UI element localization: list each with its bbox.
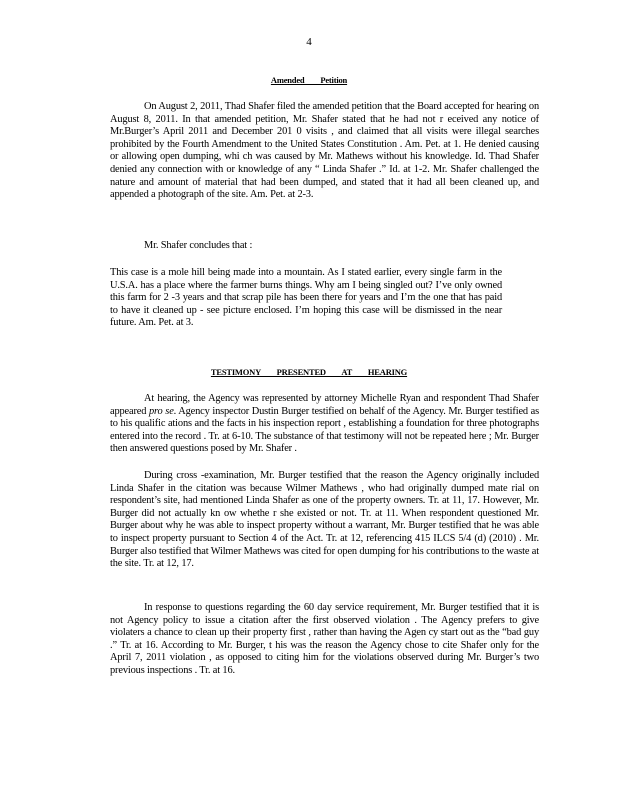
paragraph-service-requirement: In response to questions regarding the 60 day service requirement, Mr. Burger testified that it is not Agency policy to issue a citation after the first observed violation . The Agency prefers to give violaters a chance to clean up their property first , rather than having the Agen cy start out as the “bad guy .” Tr. at 16. According to Mr. Burger, t his was the reason the Agency chose to cite Shafer only for the April 7, 2011 violation , as opposed to citing him for the violations observed during Mr. Burger’s two previous inspections . Tr. at 16. xyxy=(110,602,539,676)
paragraph-hearing-part-b: . Agency inspector Dustin Burger testified on behalf of the Agency. Mr. Burger testified as to his qualific ations and the facts in his inspection report , establishing a foundation for three photographs entered into the record . Tr. at 6-10. The substance of that testimony will not be repeated here ; Mr. Burger then answered questions posed by Mr. Shafer . xyxy=(110,405,539,455)
page-number: 4 xyxy=(306,36,312,48)
paragraph-amended-petition: On August 2, 2011, Thad Shafer filed the amended petition that the Board accepted for hearing on August 8, 2011. In that amended petition, Mr. Shafer stated that he had not r eceived any notice of Mr.Burger’s April 2011 and December 201 0 visits , and claimed that all visits were illegal searches prohibited by the Fourth Amendment to the United States Constitution . Am. Pet. at 1. He denied causing or allowing open dumping, whi ch was caused by Mr. Mathews without his knowledge. Id. Thad Shafer denied any connection with or knowledge of any “ Linda Shafer .” Id. at 1-2. Mr. Shafer challenged the nature and amount of material that had been dumped, and stated that it had all been cleaned up, and appended a photograph of the site. Am. Pet. at 2-3. xyxy=(110,101,539,201)
paragraph-shafer-concludes: Mr. Shafer concludes that : xyxy=(144,240,253,251)
heading-testimony: TESTIMONY PRESENTED AT HEARING xyxy=(210,367,408,377)
paragraph-hearing xyxy=(110,393,539,456)
paragraph-hearing-part-a: At hearing, the Agency was represented by attorney Michelle Ryan and respondent Thad Shafer appeared xyxy=(110,393,539,417)
block-quote: This case is a mole hill being made into a mountain. As I stated earlier, every single farm in the U.S.A. has a place where the farmer burns things. Why am I being singled out? I’ve only owned this farm for 2 -3 years and that scrap pile has been there for years and I’m the one that has paid to have it cleaned up - see picture enclosed. I’m hoping this case will be dismissed in the near future. Am. Pet. at 3. xyxy=(110,267,502,329)
paragraph-cross-examination: During cross -examination, Mr. Burger testified that the reason the Agency originally included Linda Shafer in the citation was because Wilmer Mathews , who had originally dumped mate rial on respondent’s site, had mentioned Linda Shafer as one of the property owners. Tr. at 11, 17. However, Mr. Burger did not actually kn ow whethe r she existed or not. Tr. at 11. When respondent questioned Mr. Burger about why he was able to inspect property without a warrant, Mr. Burger testified that he was able to inspect property pursuant to Section 4 of the Act. Tr. at 12, referencing 415 ILCS 5/4 (d) (2010) . Mr. Burger also testified that Wilmer Mathews was cited for open dumping for his contributions to the waste at the site. Tr. at 12, 17. xyxy=(110,470,539,570)
pro-se-italic: pro se xyxy=(149,405,174,417)
heading-amended-petition: Amended Petition xyxy=(270,75,348,85)
